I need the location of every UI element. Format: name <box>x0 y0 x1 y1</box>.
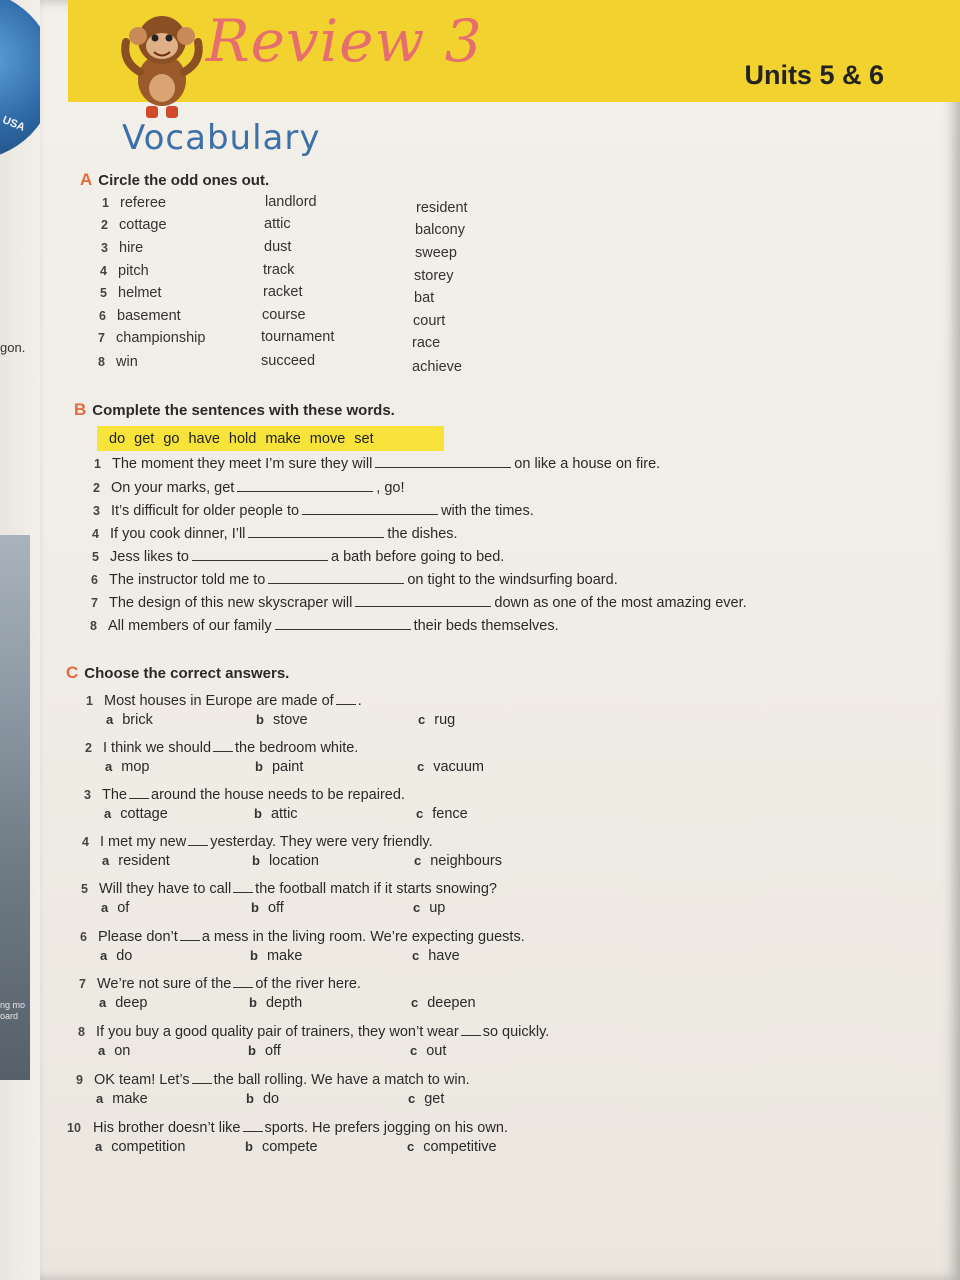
item-number: 5 <box>100 286 107 300</box>
answer-option-b[interactable] <box>250 948 302 964</box>
option-text: up <box>429 900 446 916</box>
word-option[interactable]: win <box>116 354 138 370</box>
section-instruction: Complete the sentences with these words. <box>92 402 395 419</box>
word-bank-box <box>97 426 444 451</box>
odd-one-out-row <box>100 263 149 279</box>
option-text: neighbours <box>430 853 502 869</box>
option-letter: a <box>99 995 107 1010</box>
answer-option-b[interactable] <box>246 1091 279 1107</box>
option-text: have <box>428 948 460 964</box>
answer-option-a[interactable] <box>102 853 170 869</box>
option-letter: a <box>106 712 114 727</box>
sentence-end: a bath before going to bed. <box>330 549 505 565</box>
answer-option-a[interactable] <box>106 712 153 728</box>
vocabulary-heading: Vocabulary <box>122 118 321 158</box>
answer-option-c[interactable] <box>416 806 468 822</box>
option-letter: a <box>95 1139 103 1154</box>
word-option[interactable]: dust <box>264 239 292 255</box>
sentence-start: The design of this new skyscraper will <box>109 595 353 611</box>
sentence-end: on tight to the windsurfing board. <box>407 572 618 588</box>
word-option[interactable]: storey <box>414 268 454 284</box>
word-option[interactable]: pitch <box>118 263 149 279</box>
option-text: location <box>268 853 319 869</box>
option-text: make <box>266 948 303 964</box>
word-option[interactable]: referee <box>120 195 166 211</box>
answer-option-c[interactable] <box>414 853 502 869</box>
sentence-row <box>93 503 534 519</box>
answer-blank[interactable] <box>268 572 404 584</box>
item-number: 1 <box>94 457 101 471</box>
question-start: I think we should <box>103 740 212 756</box>
sentence-end: on like a house on fire. <box>514 456 661 472</box>
left-page-text: gon. <box>0 340 26 355</box>
answer-blank[interactable] <box>302 503 438 515</box>
option-text: off <box>267 900 284 916</box>
option-text: vacuum <box>433 759 485 775</box>
word-option[interactable]: achieve <box>412 359 462 375</box>
item-number: 9 <box>76 1073 83 1087</box>
question-start: Will they have to call <box>99 881 232 897</box>
option-text: depth <box>265 995 303 1011</box>
left-page-photo <box>0 535 30 1080</box>
question-text <box>84 787 405 803</box>
word-option[interactable]: course <box>262 307 306 323</box>
option-text: mop <box>121 759 150 775</box>
option-text: attic <box>270 806 298 822</box>
sentence-row <box>94 456 660 472</box>
question-end: of the river here. <box>255 976 361 992</box>
question-text <box>86 693 362 709</box>
answer-blank <box>129 788 149 799</box>
option-text: on <box>114 1043 131 1059</box>
option-letter: c <box>412 948 420 963</box>
option-letter: c <box>411 995 419 1010</box>
question-start: I met my new <box>100 834 187 850</box>
answer-blank <box>461 1025 481 1036</box>
question-text <box>85 740 358 756</box>
answer-option-b[interactable] <box>254 806 298 822</box>
answer-option-a[interactable] <box>99 995 148 1011</box>
question-end: so quickly. <box>482 1024 550 1040</box>
sentence-start: If you cook dinner, I’ll <box>110 526 246 542</box>
answer-option-b[interactable] <box>251 900 284 916</box>
sentence-end: down as one of the most amazing ever. <box>494 595 747 611</box>
question-start: The <box>102 787 127 803</box>
option-letter: a <box>104 806 112 821</box>
sentence-row <box>91 595 747 611</box>
word-option[interactable]: cottage <box>119 217 167 233</box>
option-text: paint <box>271 759 304 775</box>
question-start: OK team! Let’s <box>94 1072 190 1088</box>
question-end: . <box>357 693 362 709</box>
word-bank-item: move <box>309 430 346 447</box>
answer-option-c[interactable] <box>413 900 445 916</box>
sentence-start: It’s difficult for older people to <box>111 503 300 519</box>
question-start: If you buy a good quality pair of trainers, they won’t wear <box>96 1024 459 1040</box>
question-text <box>81 881 497 897</box>
left-page-photo-text: ng mo oard <box>0 1000 26 1021</box>
section-b-heading <box>74 400 395 420</box>
sentence-end: with the times. <box>441 503 534 519</box>
answer-blank[interactable] <box>248 526 384 538</box>
option-text: compete <box>261 1139 318 1155</box>
item-number: 7 <box>79 977 86 991</box>
question-end: the bedroom white. <box>235 740 359 756</box>
item-number: 1 <box>102 196 109 210</box>
option-text: get <box>424 1091 445 1107</box>
section-a-heading <box>80 170 269 190</box>
word-option[interactable]: resident <box>416 200 468 216</box>
item-number: 8 <box>78 1025 85 1039</box>
section-c-heading <box>66 663 289 683</box>
sentence-end: the dishes. <box>387 526 458 542</box>
sentence-start: The instructor told me to <box>109 572 266 588</box>
sentence-start: On your marks, get <box>111 480 235 496</box>
word-bank-item: go <box>163 430 180 447</box>
word-bank-item: do <box>109 430 126 447</box>
answer-blank <box>243 1121 263 1132</box>
item-number: 8 <box>98 355 105 369</box>
section-letter: B <box>74 400 87 419</box>
word-option[interactable]: succeed <box>261 353 316 369</box>
answer-option-a[interactable] <box>101 900 129 916</box>
left-page-usa-label: USA <box>0 114 27 134</box>
answer-blank[interactable] <box>275 618 411 630</box>
answer-option-b[interactable] <box>249 995 302 1011</box>
sentence-row <box>92 549 504 565</box>
option-letter: a <box>101 900 109 915</box>
word-option[interactable]: landlord <box>265 194 317 210</box>
option-letter: c <box>413 900 421 915</box>
question-text <box>67 1120 508 1136</box>
word-bank-item: hold <box>228 430 257 447</box>
question-text <box>78 1024 549 1040</box>
option-letter: b <box>250 948 258 963</box>
option-text: do <box>116 948 133 964</box>
word-option[interactable]: balcony <box>415 222 465 238</box>
option-text: resident <box>118 853 170 869</box>
option-letter: a <box>105 759 113 774</box>
option-text: cottage <box>120 806 168 822</box>
word-bank-item: have <box>188 430 220 447</box>
word-option[interactable]: sweep <box>415 245 457 261</box>
word-option[interactable]: racket <box>263 284 303 300</box>
word-option[interactable]: helmet <box>118 285 162 301</box>
odd-one-out-row <box>98 354 138 370</box>
answer-option-b[interactable] <box>255 759 303 775</box>
odd-one-out-row <box>102 195 166 211</box>
option-letter: c <box>408 1091 416 1106</box>
units-label: Units 5 & 6 <box>744 60 884 90</box>
option-text: rug <box>434 712 456 728</box>
odd-one-out-row <box>100 285 162 301</box>
item-number: 3 <box>93 504 100 518</box>
answer-option-a[interactable] <box>95 1139 185 1155</box>
question-start: Most houses in Europe are made of <box>104 693 334 709</box>
item-number: 5 <box>81 882 88 896</box>
item-number: 6 <box>80 930 87 944</box>
option-letter: a <box>100 948 108 963</box>
answer-option-c[interactable] <box>418 712 455 728</box>
item-number: 2 <box>93 481 100 495</box>
question-end: a mess in the living room. We’re expecting guests. <box>201 929 525 945</box>
item-number: 4 <box>82 835 89 849</box>
item-number: 4 <box>92 527 99 541</box>
sentence-start: All members of our family <box>108 618 272 634</box>
question-text <box>82 834 433 850</box>
word-option[interactable]: bat <box>414 290 435 306</box>
option-text: brick <box>122 712 153 728</box>
answer-blank <box>233 882 253 893</box>
answer-option-c[interactable] <box>407 1139 497 1155</box>
item-number: 10 <box>67 1121 81 1135</box>
word-option[interactable]: track <box>263 262 295 278</box>
word-option[interactable]: court <box>413 313 446 329</box>
answer-blank[interactable] <box>237 480 373 492</box>
option-letter: b <box>246 1091 254 1106</box>
sentence-start: The moment they meet I’m sure they will <box>112 456 373 472</box>
answer-option-c[interactable] <box>408 1091 444 1107</box>
odd-one-out-row <box>101 240 143 256</box>
option-letter: c <box>414 853 422 868</box>
answer-option-c[interactable] <box>417 759 484 775</box>
question-start: Please don’t <box>98 929 178 945</box>
monkey-mascot-icon <box>112 2 212 122</box>
option-letter: a <box>98 1043 106 1058</box>
answer-option-c[interactable] <box>410 1043 446 1059</box>
option-text: deepen <box>427 995 476 1011</box>
item-number: 4 <box>100 264 107 278</box>
sentence-start: Jess likes to <box>110 549 189 565</box>
workbook-page <box>40 0 960 1280</box>
question-end: around the house needs to be repaired. <box>151 787 405 803</box>
option-letter: a <box>96 1091 104 1106</box>
option-letter: b <box>256 712 264 727</box>
section-letter: A <box>80 170 93 189</box>
word-option[interactable]: hire <box>119 240 144 256</box>
option-text: competition <box>111 1139 186 1155</box>
section-instruction: Choose the correct answers. <box>84 665 290 682</box>
question-end: the football match if it starts snowing? <box>255 881 497 897</box>
section-instruction: Circle the odd ones out. <box>98 172 270 189</box>
question-text <box>80 929 525 945</box>
option-letter: a <box>102 853 110 868</box>
question-start: His brother doesn’t like <box>93 1120 241 1136</box>
review-title: Review 3 <box>206 7 483 75</box>
option-text: off <box>264 1043 281 1059</box>
option-text: do <box>262 1091 280 1107</box>
answer-option-b[interactable] <box>248 1043 281 1059</box>
sentence-end: , go! <box>376 480 405 496</box>
item-number: 2 <box>85 741 92 755</box>
answer-option-b[interactable] <box>245 1139 318 1155</box>
word-option[interactable]: championship <box>116 330 206 346</box>
item-number: 6 <box>91 573 98 587</box>
option-text: stove <box>272 712 308 728</box>
option-letter: c <box>418 712 426 727</box>
word-option[interactable]: tournament <box>261 329 335 345</box>
question-end: sports. He prefers jogging on his own. <box>264 1120 508 1136</box>
option-text: out <box>426 1043 447 1059</box>
item-number: 1 <box>86 694 93 708</box>
sentence-row <box>92 526 458 542</box>
section-letter: C <box>66 663 79 682</box>
item-number: 6 <box>99 309 106 323</box>
word-option[interactable]: basement <box>117 308 181 324</box>
odd-one-out-row <box>101 217 167 233</box>
option-text: fence <box>432 806 468 822</box>
sentence-row <box>93 480 405 496</box>
option-letter: b <box>248 1043 256 1058</box>
item-number: 8 <box>90 619 97 633</box>
answer-blank[interactable] <box>192 549 328 561</box>
answer-option-a[interactable] <box>105 759 149 775</box>
answer-blank <box>188 835 208 846</box>
option-letter: c <box>417 759 425 774</box>
item-number: 2 <box>101 218 108 232</box>
item-number: 3 <box>84 788 91 802</box>
answer-option-a[interactable] <box>98 1043 130 1059</box>
question-start: We’re not sure of the <box>97 976 232 992</box>
item-number: 7 <box>91 596 98 610</box>
option-letter: b <box>249 995 257 1010</box>
answer-blank[interactable] <box>355 595 491 607</box>
option-text: competitive <box>423 1139 497 1155</box>
word-option[interactable]: race <box>412 335 441 351</box>
item-number: 7 <box>98 331 105 345</box>
question-end: yesterday. They were very friendly. <box>210 834 433 850</box>
word-bank-item: make <box>265 430 301 447</box>
option-letter: b <box>251 900 259 915</box>
word-bank-item: set <box>354 430 374 447</box>
question-end: the ball rolling. We have a match to win. <box>213 1072 470 1088</box>
answer-blank <box>180 930 200 941</box>
option-letter: b <box>245 1139 253 1154</box>
item-number: 3 <box>101 241 108 255</box>
option-text: of <box>117 900 130 916</box>
question-text <box>79 976 361 992</box>
answer-blank[interactable] <box>375 456 511 468</box>
odd-one-out-row <box>99 308 181 324</box>
option-letter: c <box>407 1139 415 1154</box>
answer-option-c[interactable] <box>411 995 476 1011</box>
answer-blank <box>336 694 356 705</box>
word-option[interactable]: attic <box>264 216 291 232</box>
option-text: make <box>112 1091 148 1107</box>
answer-blank <box>233 977 253 988</box>
option-letter: c <box>410 1043 418 1058</box>
option-letter: b <box>252 853 260 868</box>
answer-blank <box>213 741 233 752</box>
answer-option-a[interactable] <box>100 948 132 964</box>
sentence-row <box>90 618 559 634</box>
answer-option-c[interactable] <box>412 948 460 964</box>
option-text: deep <box>115 995 148 1011</box>
option-letter: b <box>255 759 263 774</box>
option-letter: b <box>254 806 262 821</box>
word-bank-item: get <box>134 430 155 447</box>
answer-blank <box>192 1073 212 1084</box>
answer-option-a[interactable] <box>96 1091 148 1107</box>
question-text <box>76 1072 470 1088</box>
answer-option-a[interactable] <box>104 806 168 822</box>
sentence-end: their beds themselves. <box>413 618 559 634</box>
option-letter: c <box>416 806 424 821</box>
item-number: 5 <box>92 550 99 564</box>
sentence-row <box>91 572 618 588</box>
answer-option-b[interactable] <box>252 853 319 869</box>
odd-one-out-row <box>98 330 205 346</box>
answer-option-b[interactable] <box>256 712 308 728</box>
